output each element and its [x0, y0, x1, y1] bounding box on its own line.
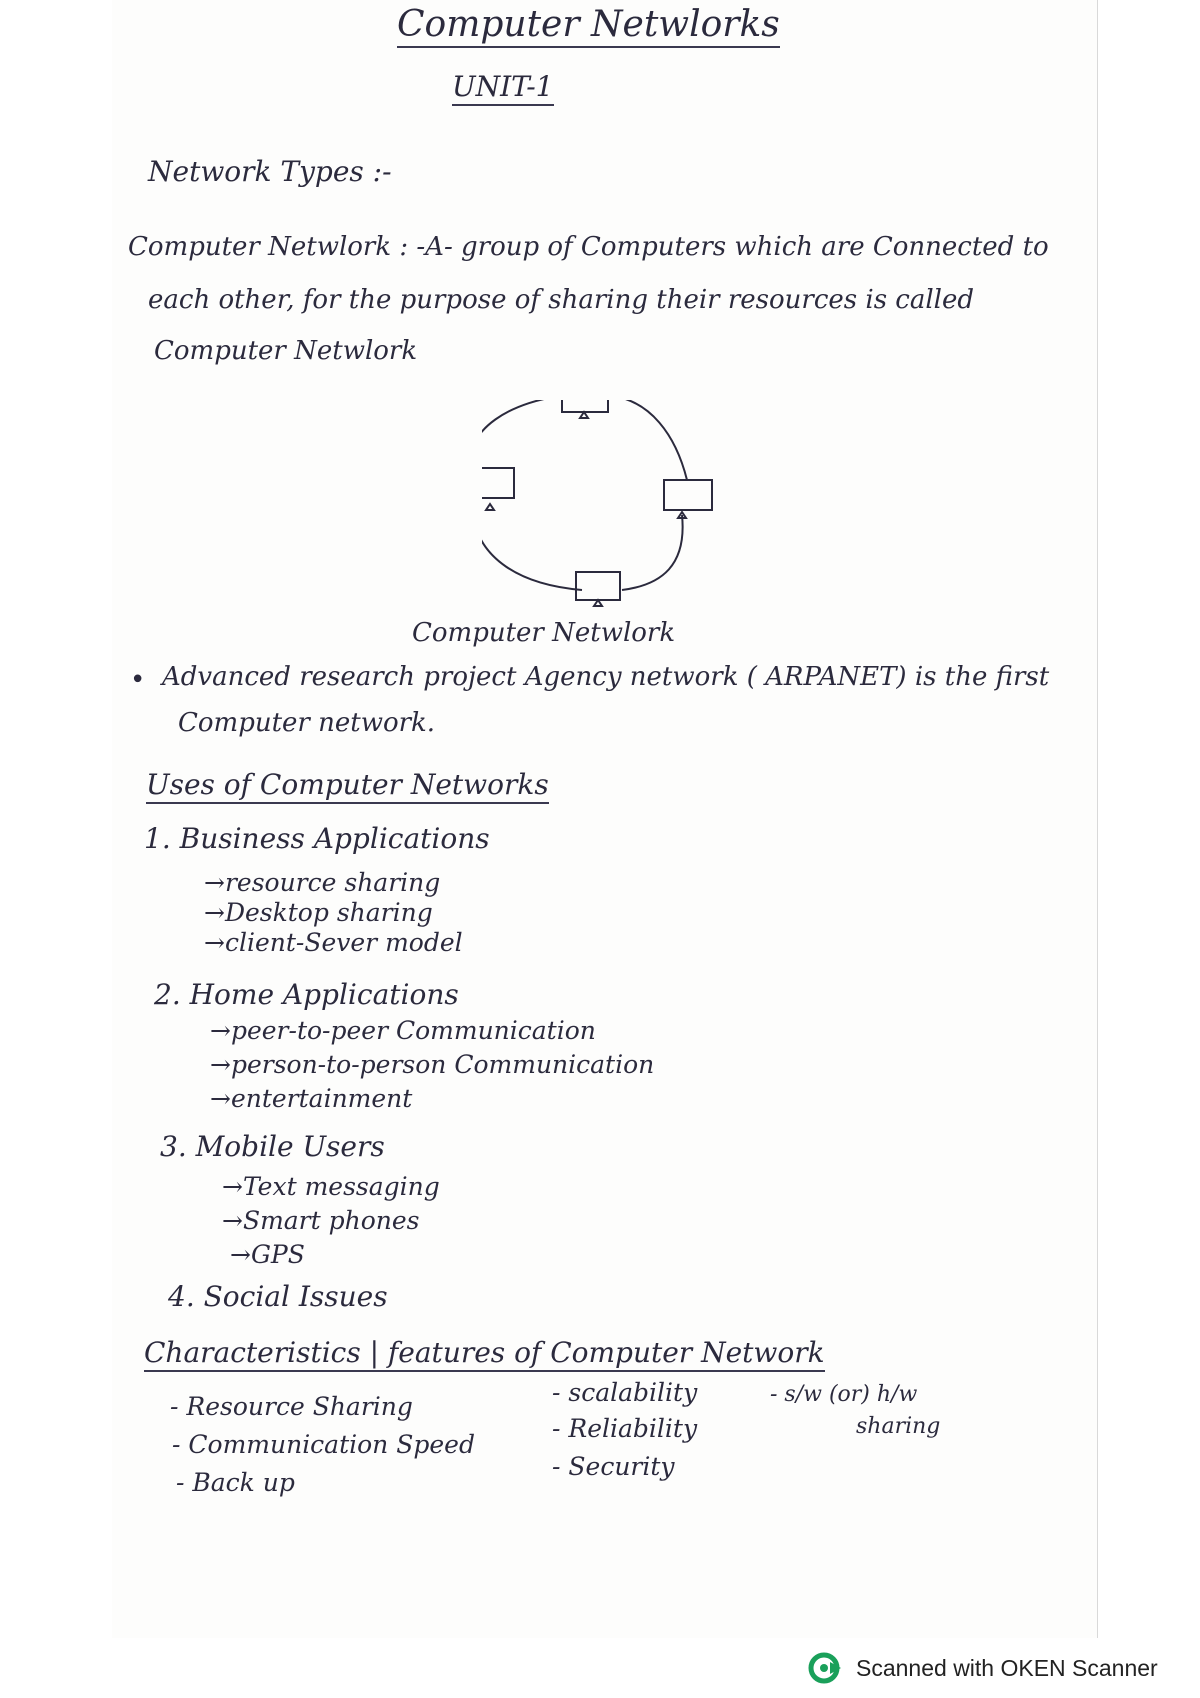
- arpanet-line-2: Computer network.: [178, 708, 436, 738]
- ring-link-bottom-right: [622, 515, 683, 590]
- characteristic-item: - scalability: [552, 1378, 698, 1407]
- definition-line-2: each other, for the purpose of sharing their resources is called: [148, 285, 975, 315]
- characteristic-item: - Security: [552, 1452, 675, 1481]
- uses-item: →peer-to-peer Communication: [210, 1016, 596, 1045]
- uses-group-title: 4. Social Issues: [168, 1280, 388, 1313]
- definition-line-3: Computer Netwlork: [154, 336, 418, 366]
- characteristic-item: - s/w (or) h/w: [770, 1382, 918, 1407]
- page-title: Computer Netwlorks: [397, 4, 780, 45]
- arpanet-line-1: Advanced research project Agency network ( ARPANET) is the first: [162, 662, 1050, 692]
- computer-node-bottom: [576, 572, 620, 600]
- uses-item: →Desktop sharing: [204, 898, 433, 927]
- oken-scanner-logo-icon: [808, 1650, 844, 1686]
- uses-group-title: 3. Mobile Users: [160, 1130, 385, 1163]
- arpanet-bullet: •: [130, 665, 146, 695]
- uses-item: →GPS: [230, 1240, 305, 1269]
- uses-item: →client-Sever model: [204, 928, 463, 957]
- uses-item: →Smart phones: [222, 1206, 420, 1235]
- uses-item: →Text messaging: [222, 1172, 440, 1201]
- uses-item: →person-to-person Communication: [210, 1050, 655, 1079]
- section-heading: Network Types :-: [148, 155, 392, 188]
- characteristic-item: - Communication Speed: [172, 1430, 475, 1459]
- ring-link-bottom-left: [482, 510, 582, 590]
- characteristic-item: - Back up: [176, 1468, 295, 1497]
- definition-line-1: Computer Netwlork : -A- group of Computers which are Connected to: [128, 232, 1049, 262]
- scanner-watermark: [808, 1638, 1200, 1698]
- scanner-watermark-text: Scanned with OKEN Scanner: [856, 1654, 1158, 1681]
- uses-group-title: 1. Business Applications: [144, 822, 490, 855]
- unit-label: UNIT-1: [452, 70, 554, 103]
- computer-network-diagram: [482, 400, 742, 620]
- characteristic-item: - Reliability: [552, 1414, 698, 1443]
- computer-node-top: [562, 400, 608, 412]
- computer-node-left: [482, 468, 514, 498]
- uses-item: →entertainment: [210, 1084, 413, 1113]
- diagram-caption: Computer Netwlork: [412, 618, 676, 648]
- ring-link-top-left: [482, 400, 570, 470]
- notebook-page: [112, 0, 1097, 1638]
- uses-item: →resource sharing: [204, 868, 441, 897]
- characteristics-heading: Characteristics | features of Computer Network: [144, 1336, 825, 1369]
- node-arrow-left: [486, 504, 494, 510]
- uses-heading: Uses of Computer Networks: [146, 768, 549, 801]
- characteristic-item-continuation: sharing: [856, 1414, 941, 1439]
- characteristic-item: - Resource Sharing: [170, 1392, 413, 1421]
- ring-link-top-right: [600, 400, 687, 480]
- uses-group-title: 2. Home Applications: [154, 978, 459, 1011]
- computer-node-right: [664, 480, 712, 510]
